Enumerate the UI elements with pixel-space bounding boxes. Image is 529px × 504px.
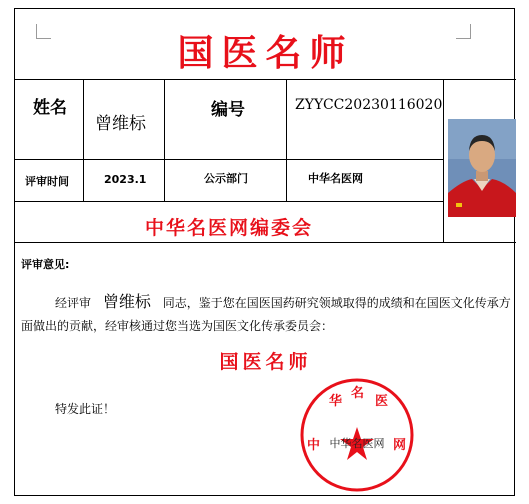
opinion-line-1 (55, 289, 511, 312)
number-value: ZYYCC20230116020 (295, 97, 443, 113)
seal-top-char-2: 名 (351, 386, 365, 401)
row-divider-2 (15, 159, 443, 160)
eval-time-value: 2023.1 (104, 173, 147, 186)
table-bottom (15, 242, 516, 243)
col-divider-2 (164, 79, 165, 201)
certificate (14, 8, 515, 496)
closing-text: 特发此证！ (55, 402, 116, 416)
row-divider-1 (15, 79, 516, 80)
para-rest: 同志，鉴于您在国医国药研究领域取得的成绩和在国医文化传承方 (162, 296, 511, 310)
opinion-label: 评审意见: (21, 258, 70, 271)
col-divider-3 (286, 79, 287, 201)
seal-left-char: 中 (307, 438, 321, 453)
committee-name: 中华名医网编委会 (144, 217, 313, 239)
seal-top-char-1: 华 (329, 394, 343, 409)
col-divider-1 (83, 79, 84, 201)
official-seal (299, 377, 415, 493)
name-value: 曾维标 (95, 114, 146, 134)
eval-time-label: 评审时间 (25, 175, 69, 188)
dept-label: 公示部门 (204, 172, 248, 185)
opinion-line-2: 面做出的贡献，经审核通过您当选为国医文化传承委员会： (21, 319, 334, 333)
seal-top-char-3: 医 (375, 394, 389, 409)
seal-right-char: 网 (393, 438, 407, 453)
portrait-photo (448, 119, 516, 217)
certificate-title: 国医名师 (177, 32, 354, 74)
para-prefix: 经评审 (55, 296, 92, 310)
seal-center-text: 中华名医网 (329, 437, 385, 450)
honor-subtitle: 国医名师 (219, 351, 312, 373)
name-label: 姓名 (33, 98, 67, 118)
row-divider-3 (15, 201, 443, 202)
col-divider-4 (443, 79, 444, 242)
para-name: 曾维标 (102, 292, 151, 311)
number-label: 编号 (211, 100, 245, 120)
dept-value: 中华名医网 (308, 172, 363, 185)
